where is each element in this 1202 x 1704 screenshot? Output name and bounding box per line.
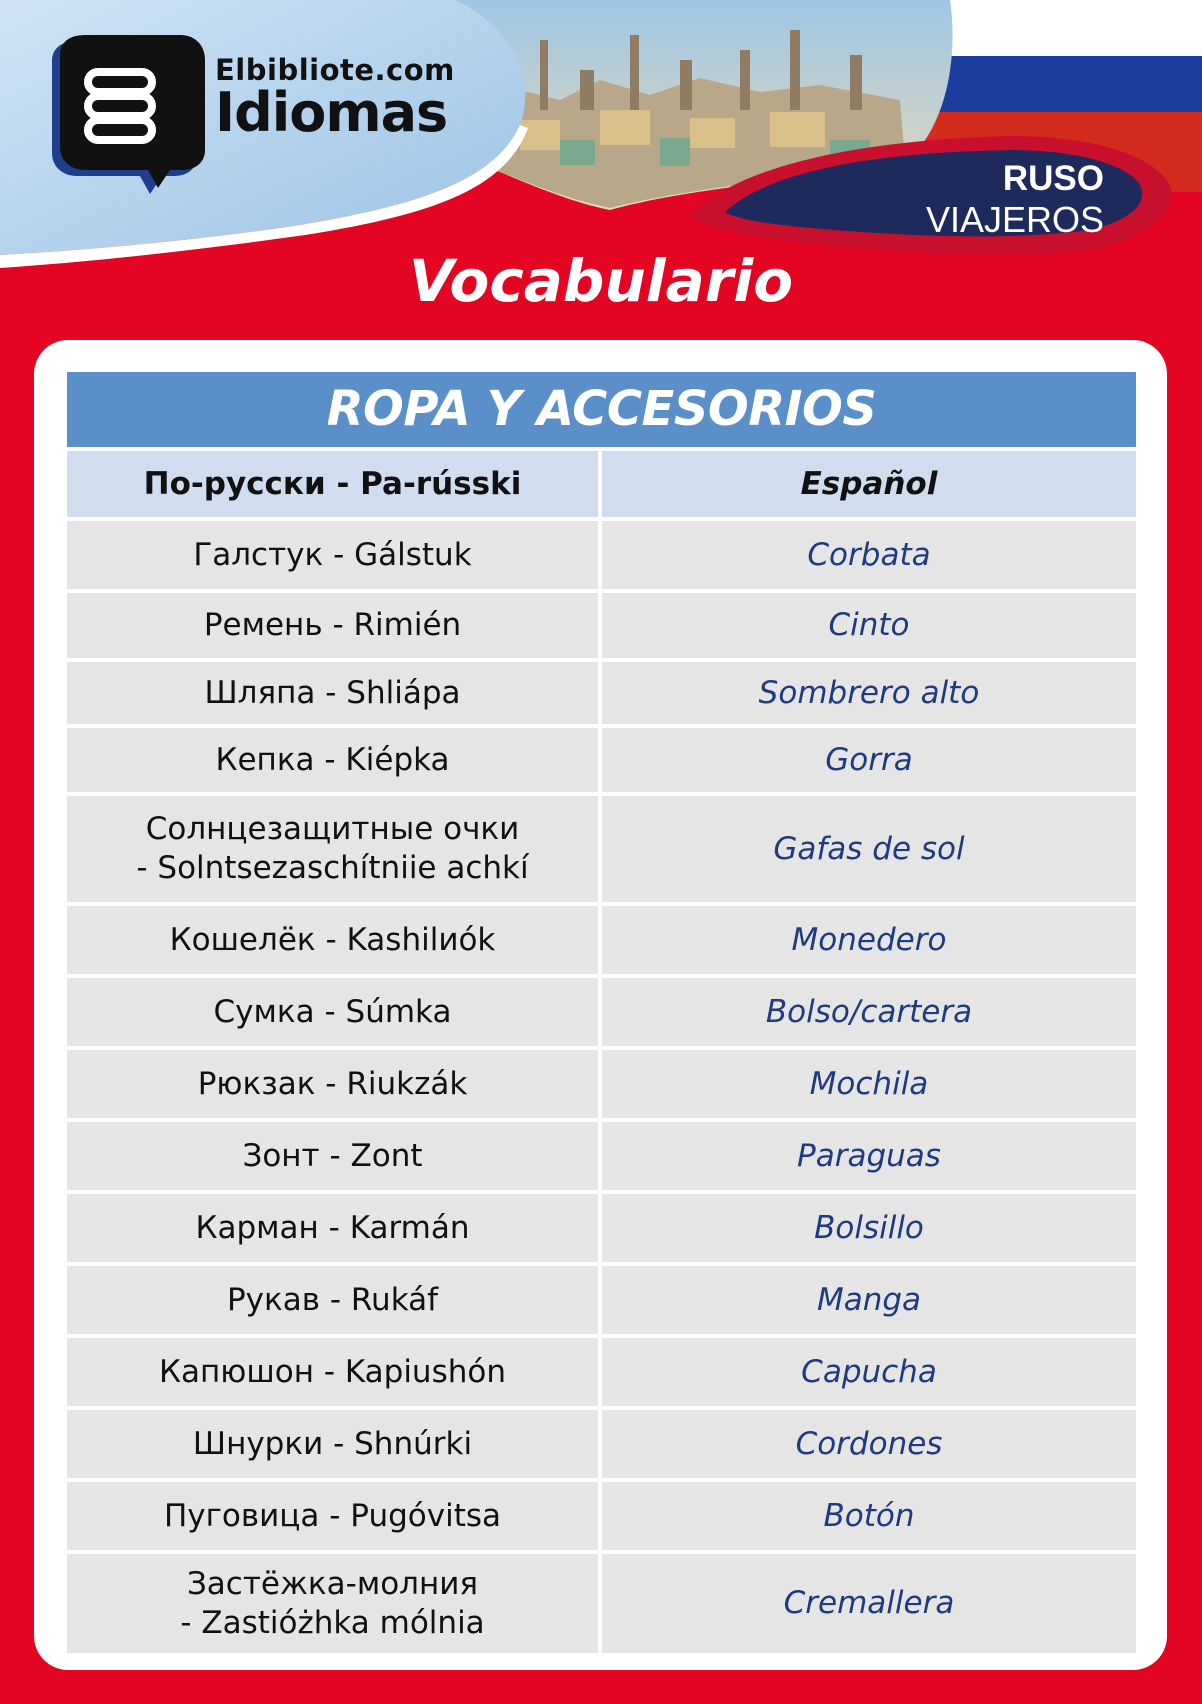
spanish-term: Gorra <box>602 728 1136 792</box>
spanish-term: Botón <box>602 1482 1136 1550</box>
spanish-term: Cremallera <box>602 1554 1136 1653</box>
russian-term: Ремень - Rimién <box>67 593 598 658</box>
brand-logo-text <box>215 53 455 144</box>
spanish-term: Gafas de sol <box>602 796 1136 902</box>
russian-term: Рюкзак - Riukzák <box>67 1050 598 1118</box>
russian-term: Кошелёк - Kashilиók <box>67 906 598 974</box>
brand-site: Elbibliote.com <box>215 53 455 87</box>
page-title: Vocabulario <box>408 247 794 315</box>
table-row <box>67 1194 1136 1262</box>
table-body <box>67 521 1136 1653</box>
spanish-term: Sombrero alto <box>602 662 1136 724</box>
table-header-row <box>67 451 1136 517</box>
spanish-term: Monedero <box>602 906 1136 974</box>
header-russian: По-русски - Pa-rússki <box>67 451 598 517</box>
russian-term: Капюшон - Kapiushón <box>67 1338 598 1406</box>
russian-term: Сумка - Súmka <box>67 978 598 1046</box>
table-row <box>67 1050 1136 1118</box>
table-row <box>67 1338 1136 1406</box>
russian-term: Зонт - Zont <box>67 1122 598 1190</box>
table-row <box>67 1266 1136 1334</box>
header-spanish: Español <box>602 451 1136 517</box>
russian-term: Кепка - Kiépka <box>67 728 598 792</box>
spanish-term: Mochila <box>602 1050 1136 1118</box>
russian-term: Застёжка-молния - Zastióżhka mólnia <box>67 1554 598 1653</box>
brand-name: Idiomas <box>215 81 448 144</box>
table-row <box>67 978 1136 1046</box>
spanish-term: Corbata <box>602 521 1136 589</box>
course-language: RUSO <box>1002 159 1104 198</box>
spanish-term: Manga <box>602 1266 1136 1334</box>
spanish-term: Capucha <box>602 1338 1136 1406</box>
russian-term: Рукав - Rukáf <box>67 1266 598 1334</box>
table-row <box>67 796 1136 902</box>
russian-term: Галстук - Gálstuk <box>67 521 598 589</box>
spanish-term: Paraguas <box>602 1122 1136 1190</box>
table-row <box>67 1482 1136 1550</box>
table-row <box>67 662 1136 724</box>
course-level: VIAJEROS <box>925 199 1104 241</box>
table-row <box>67 593 1136 658</box>
spanish-term: Cinto <box>602 593 1136 658</box>
vocabulary-table <box>67 372 1136 1653</box>
russian-term: Шляпа - Shliápa <box>67 662 598 724</box>
spanish-term: Bolsillo <box>602 1194 1136 1262</box>
table-row <box>67 1554 1136 1653</box>
russian-term: Шнурки - Shnúrki <box>67 1410 598 1478</box>
speech-bubble-book-icon <box>52 35 205 194</box>
russian-term: Карман - Karmán <box>67 1194 598 1262</box>
table-row <box>67 728 1136 792</box>
table-row <box>67 906 1136 974</box>
russian-term: Солнцезащитные очки - Solntsezaschítniie achkí <box>67 796 598 902</box>
table-row <box>67 1122 1136 1190</box>
course-badge <box>926 158 1104 242</box>
spanish-term: Cordones <box>602 1410 1136 1478</box>
russian-term: Пуговица - Pugóvitsa <box>67 1482 598 1550</box>
table-row <box>67 521 1136 589</box>
category-title: ROPA Y ACCESORIOS <box>67 372 1136 447</box>
spanish-term: Bolso/cartera <box>602 978 1136 1046</box>
table-row <box>67 1410 1136 1478</box>
